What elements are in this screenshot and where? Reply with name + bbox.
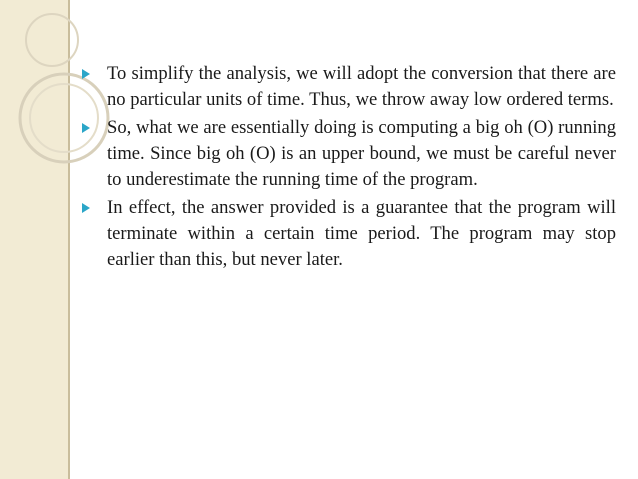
slide-content bbox=[80, 61, 616, 275]
bullet-text: So, what we are essentially doing is computing a big oh (O) running time. Since big oh (O) is an upper bound, we must be careful never to underestimate the running time of the program. bbox=[107, 117, 616, 190]
bullet-item bbox=[80, 115, 616, 193]
bullet-item bbox=[80, 61, 616, 113]
triangle-bullet-icon bbox=[82, 69, 90, 79]
triangle-bullet-icon bbox=[82, 123, 90, 133]
bullet-text: To simplify the analysis, we will adopt the conversion that there are no particular units of time. Thus, we throw away low ordered terms. bbox=[107, 63, 616, 110]
triangle-bullet-icon bbox=[82, 203, 90, 213]
bullet-text: In effect, the answer provided is a guarantee that the program will terminate within a certain time period. The program may stop earlier than this, but never later. bbox=[107, 197, 616, 270]
decorative-ring-small bbox=[26, 14, 78, 66]
bullet-item bbox=[80, 195, 616, 273]
